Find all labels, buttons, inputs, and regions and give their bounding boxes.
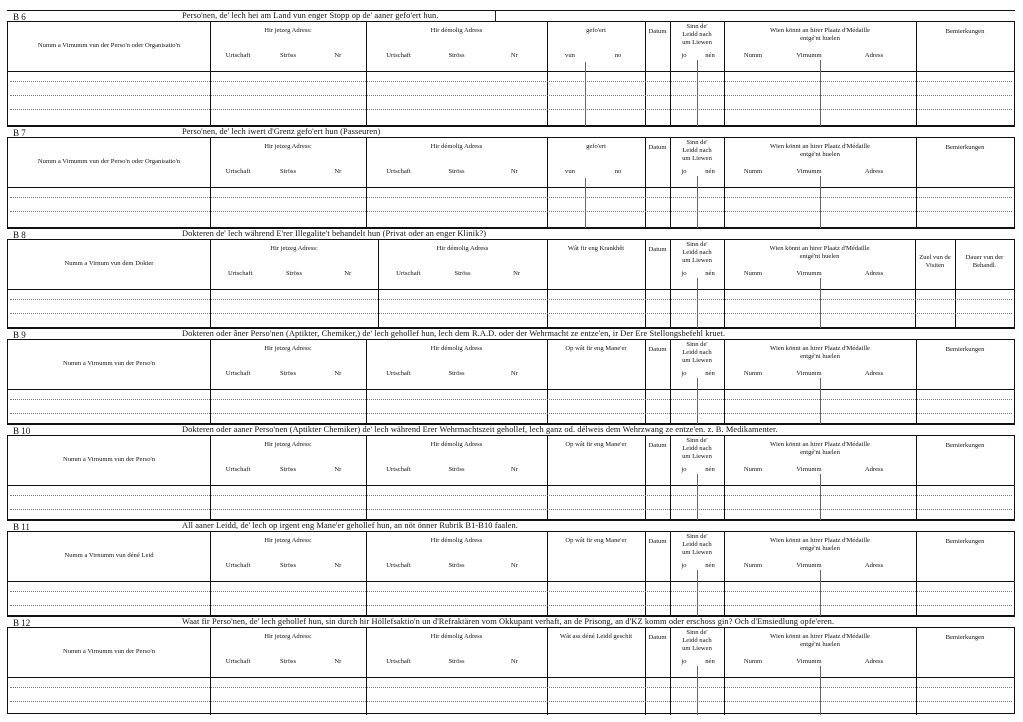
address-sub-street: Ströss: [448, 52, 465, 59]
remarks-column-header: Bemierkungen: [945, 144, 985, 151]
address-sub-town: Urtschaft: [225, 370, 251, 377]
entry-row-line[interactable]: [10, 605, 1012, 606]
address-sub-town: Urtschaft: [227, 270, 253, 277]
current-address-header: Hir jetzeg Adress:: [264, 441, 312, 448]
entry-row-line[interactable]: [10, 197, 1012, 198]
col-divider: [645, 138, 646, 229]
remarks-column-header: Bemierkungen: [945, 538, 985, 545]
third-column-header: Wât ass déné Leidd geschit: [559, 633, 633, 640]
address-sub-town: Urtschaft: [396, 270, 421, 277]
jo-nen-divider: [697, 60, 698, 127]
address-sub-town: Urtschaft: [386, 52, 411, 59]
name-column-header: Numm a Virnumm vun der Perso'n: [62, 648, 156, 655]
current-address-header: Hir jetzeg Adress:: [264, 27, 312, 34]
medal-header-line: entgé'nt huelen: [800, 353, 840, 360]
name-column-header: Numm a Virnumm vun der Perso'n oder Organisatio'n: [37, 42, 181, 49]
medal-sub-divider: [820, 176, 821, 229]
third-column-header: gefo'ert: [586, 27, 606, 34]
remarks-column-header: Bemierkungen: [945, 346, 985, 353]
entry-row-line[interactable]: [10, 413, 1012, 414]
col-divider: [210, 138, 211, 229]
medal-sub-name: Numm: [743, 658, 763, 665]
medal-sub-name: Numm: [743, 52, 763, 59]
alive-header-line: Sinn de': [686, 341, 708, 348]
address-sub-town: Urtschaft: [386, 658, 411, 665]
address-sub-street: Ströss: [448, 658, 465, 665]
medal-sub-divider: [820, 666, 821, 715]
address-sub-number: Nr: [334, 52, 342, 59]
alive-header-line: Sinn de': [686, 139, 708, 146]
address-sub-number: Nr: [510, 562, 518, 569]
medal-header-line: entgé'nt huelen: [800, 641, 840, 648]
entry-row-line[interactable]: [10, 701, 1012, 702]
date-column-header: Datum: [648, 246, 667, 253]
address-sub-town: Urtschaft: [225, 466, 251, 473]
medal-header-line: entgé'nt huelen: [800, 545, 840, 552]
alive-yes-header: jo: [681, 466, 687, 473]
alive-header-line: Leidd nach: [682, 349, 712, 356]
medal-header-line: Wien könnt an hirer Plaatz d'Médaille: [770, 345, 870, 352]
previous-address-header: Hir démolig Adress: [430, 441, 483, 448]
header-divider: [8, 581, 1014, 582]
address-sub-street: Ströss: [448, 466, 465, 473]
col-divider: [547, 22, 548, 127]
medal-sub-name: Numm: [743, 466, 763, 473]
medal-sub-name: Numm: [743, 270, 763, 277]
third-sub-1: no: [614, 168, 622, 175]
address-sub-number: Nr: [513, 270, 521, 277]
section-b9: [7, 328, 1015, 424]
alive-no-header: nén: [705, 168, 715, 175]
medal-sub-firstname: Virnumm: [796, 52, 822, 59]
jo-nen-divider: [697, 474, 698, 521]
address-sub-town: Urtschaft: [386, 168, 411, 175]
medal-sub-divider: [820, 278, 821, 329]
date-column-header: Datum: [648, 346, 667, 353]
address-sub-street: Ströss: [285, 270, 303, 277]
alive-header-line: um Liewen: [682, 357, 712, 364]
address-sub-street: Ströss: [454, 270, 471, 277]
alive-header-line: Sinn de': [686, 241, 708, 248]
entry-row-line[interactable]: [10, 313, 1012, 314]
section-id: B 10: [13, 426, 31, 436]
address-sub-town: Urtschaft: [386, 370, 411, 377]
address-sub-number: Nr: [344, 270, 352, 277]
alive-header-line: um Liewen: [682, 155, 712, 162]
section-title: Dokteren oder aaner Perso'nen (Aptikter Chemiker) de' lech während Erer Wehrmachtszeit gehollef, lech ganz od. délweis dem Wehrzwang ze entze'en. z. B. Medikamenter.: [182, 425, 778, 434]
alive-no-header: nén: [705, 466, 715, 473]
col-divider: [916, 22, 917, 127]
medal-header-line: Wien könnt an hirer Plaatz d'Médaille: [770, 27, 870, 34]
form-page: [7, 10, 1015, 714]
address-sub-street: Ströss: [448, 370, 465, 377]
medal-header-line: entgé'nt huelen: [799, 253, 840, 260]
address-sub-street: Ströss: [279, 370, 297, 377]
alive-header-line: Sinn de': [686, 629, 708, 636]
third-sub-0: vun: [565, 52, 575, 59]
alive-yes-header: jo: [681, 168, 687, 175]
remarks-column-header: Bemierkungen: [945, 442, 985, 449]
third-column-header: Wât fir eng Krankhêt: [567, 245, 625, 252]
current-address-header: Hir jetzeg Adress:: [270, 245, 318, 252]
date-column-header: Datum: [648, 28, 667, 35]
entry-row-line[interactable]: [10, 687, 1012, 688]
entry-row-line[interactable]: [10, 495, 1012, 496]
alive-yes-header: jo: [681, 270, 687, 277]
address-sub-street: Ströss: [448, 562, 465, 569]
section-id: B 9: [13, 330, 26, 340]
medal-header-line: Wien könnt an hirer Plaatz d'Médaille: [770, 537, 870, 544]
medal-sub-firstname: Virnumm: [796, 466, 822, 473]
address-sub-number: Nr: [510, 370, 518, 377]
medal-sub-name: Numm: [743, 168, 763, 175]
section-table: [7, 435, 1015, 520]
section-id: B 12: [13, 618, 31, 628]
medal-header-line: Wien könnt an hirer Plaatz d'Médaille: [770, 143, 870, 150]
section-id: B 6: [13, 12, 26, 22]
col-divider: [378, 240, 379, 329]
alive-header-line: um Liewen: [682, 645, 712, 652]
section-b8: [7, 228, 1015, 328]
previous-address-header: Hir démolig Adress: [430, 143, 483, 150]
section-b12: [7, 616, 1015, 714]
alive-header-line: Leidd nach: [682, 445, 712, 452]
current-address-header: Hir jetzeg Adress:: [264, 537, 312, 544]
date-column-header: Datum: [648, 144, 667, 151]
name-column-header: Numm a Virnumm vun der Perso'n: [62, 360, 156, 367]
alive-header-line: Leidd nach: [682, 541, 712, 548]
col-divider: [645, 22, 646, 127]
medal-header-line: entgé'nt huelen: [800, 449, 840, 456]
remarks-column-header: Bemierkungen: [945, 634, 985, 641]
medal-header-line: entgé'nt huelen: [800, 151, 840, 158]
section-id: B 8: [13, 230, 26, 240]
address-sub-town: Urtschaft: [225, 658, 251, 665]
section-b7: [7, 126, 1015, 228]
medal-sub-address: Adress: [864, 370, 884, 377]
jo-nen-divider: [697, 176, 698, 229]
current-address-header: Hir jetzeg Adress:: [264, 143, 312, 150]
entry-row-line[interactable]: [10, 299, 1012, 300]
section-table: [7, 531, 1015, 616]
address-sub-town: Urtschaft: [225, 168, 251, 175]
medal-header-line: Wien könnt an hirer Plaatz d'Médaille: [769, 245, 870, 252]
alive-header-line: um Liewen: [682, 39, 712, 46]
address-sub-street: Ströss: [279, 658, 297, 665]
medal-sub-address: Adress: [864, 168, 884, 175]
section-title: Dokteren oder âner Perso'nen (Aptikter, Chemiker,) de' lech gehollef hun, lech dem R.A.D. oder der Wehrmacht ze entze'en, ir Der Ere Stellongsbefehl kruet.: [182, 329, 726, 338]
alive-no-header: nén: [705, 658, 715, 665]
medal-sub-firstname: Virnumm: [796, 370, 822, 377]
address-sub-street: Ströss: [279, 466, 297, 473]
medal-header-line: Wien könnt an hirer Plaatz d'Médaille: [770, 441, 870, 448]
date-column-header: Datum: [648, 442, 667, 449]
date-column-header: Datum: [648, 538, 667, 545]
alive-header-line: Leidd nach: [682, 31, 712, 38]
address-sub-street: Ströss: [279, 168, 297, 175]
alive-header-line: um Liewen: [682, 549, 712, 556]
address-sub-number: Nr: [334, 562, 342, 569]
previous-address-header: Hir démolig Adress: [430, 633, 483, 640]
treatment-duration-header: Dauer vun der Behandl.: [965, 254, 1004, 269]
alive-header-line: Leidd nach: [682, 249, 712, 256]
previous-address-header: Hir démolig Adress: [436, 245, 489, 252]
third-column-header: Op wât fir eng Mane'er: [565, 537, 627, 544]
section-table: [7, 21, 1015, 126]
address-sub-street: Ströss: [448, 168, 465, 175]
medal-sub-name: Numm: [743, 562, 763, 569]
entry-row-line[interactable]: [10, 399, 1012, 400]
medal-sub-firstname: Virnumm: [796, 562, 822, 569]
previous-address-header: Hir démolig Adress: [430, 27, 483, 34]
alive-yes-header: jo: [681, 52, 687, 59]
section-table: [7, 137, 1015, 228]
section-table: [7, 339, 1015, 424]
third-sub-divider: [585, 178, 586, 229]
alive-header-line: Leidd nach: [682, 637, 712, 644]
alive-header-line: Sinn de': [686, 533, 708, 540]
entry-row-line[interactable]: [10, 509, 1012, 510]
third-sub-0: vun: [565, 168, 575, 175]
medal-sub-divider: [820, 378, 821, 425]
alive-header-line: Sinn de': [686, 437, 708, 444]
alive-yes-header: jo: [681, 658, 687, 665]
col-divider: [916, 138, 917, 229]
medal-sub-divider: [820, 474, 821, 521]
name-column-header: Numm a Virnumm vun déné Leid: [64, 552, 154, 559]
medal-sub-address: Adress: [864, 562, 884, 569]
alive-no-header: nén: [705, 370, 715, 377]
third-sub-1: no: [614, 52, 622, 59]
alive-no-header: nén: [705, 562, 715, 569]
section-b10: [7, 424, 1015, 520]
section-id: B 7: [13, 128, 26, 138]
section-title: Perso'nen, de' lech iwert d'Grenz gefo'ert hun (Passeuren): [182, 127, 381, 136]
medal-sub-divider: [820, 570, 821, 617]
header-divider: [8, 389, 1014, 390]
section-table: [7, 627, 1015, 714]
medal-sub-firstname: Virnumm: [796, 270, 822, 277]
entry-row-line[interactable]: [10, 211, 1012, 212]
remarks-column-header: Bemierkungen: [945, 28, 985, 35]
medal-sub-address: Adress: [864, 270, 884, 277]
address-sub-number: Nr: [510, 52, 518, 59]
address-sub-town: Urtschaft: [386, 562, 411, 569]
address-sub-town: Urtschaft: [225, 52, 251, 59]
address-sub-town: Urtschaft: [386, 466, 411, 473]
section-title: Perso'nen, de' lech hei am Land vun enger Stopp op de' aaner gefo'ert hun.: [182, 11, 439, 20]
address-sub-number: Nr: [334, 370, 342, 377]
jo-nen-divider: [697, 570, 698, 617]
address-sub-town: Urtschaft: [225, 562, 251, 569]
jo-nen-divider: [697, 666, 698, 715]
section-table: [7, 239, 1015, 328]
alive-header-line: um Liewen: [682, 453, 712, 460]
address-sub-number: Nr: [510, 658, 518, 665]
third-column-header: Op wât fir eng Mane'er: [565, 345, 627, 352]
section-b11: [7, 520, 1015, 616]
header-divider: [8, 71, 1014, 72]
date-column-header: Datum: [648, 634, 667, 641]
alive-no-header: nén: [705, 52, 715, 59]
section-b6: [7, 10, 1015, 126]
third-column-header: Op wât fir eng Mane'er: [565, 441, 627, 448]
medal-sub-firstname: Virnumm: [796, 658, 822, 665]
address-sub-number: Nr: [334, 466, 342, 473]
name-column-header: Numm a Virnum vun dem Dokter: [64, 260, 154, 267]
previous-address-header: Hir démolig Adress: [430, 537, 483, 544]
entry-row-line[interactable]: [10, 95, 1012, 96]
address-sub-street: Ströss: [279, 52, 297, 59]
section-title: Dokteren de' lech während E'rer Illegalite't behandelt hun (Privat oder an enger Klinik?): [182, 229, 487, 238]
entry-row-line[interactable]: [10, 109, 1012, 110]
header-divider: [8, 485, 1014, 486]
col-divider: [210, 240, 211, 329]
medal-header-line: entgé'nt huelen: [800, 35, 840, 42]
medal-sub-divider: [820, 60, 821, 127]
address-sub-number: Nr: [334, 168, 342, 175]
current-address-header: Hir jetzeg Adress:: [264, 345, 312, 352]
medal-header-line: Wien könnt an hirer Plaatz d'Médaille: [770, 633, 870, 640]
col-divider: [366, 138, 367, 229]
jo-nen-divider: [697, 278, 698, 329]
col-divider: [366, 22, 367, 127]
current-address-header: Hir jetzeg Adress:: [264, 633, 312, 640]
entry-row-line[interactable]: [10, 591, 1012, 592]
address-sub-number: Nr: [334, 658, 342, 665]
alive-yes-header: jo: [681, 562, 687, 569]
header-divider: [8, 289, 1014, 290]
jo-nen-divider: [697, 378, 698, 425]
alive-header-line: Sinn de': [686, 23, 708, 30]
header-divider: [8, 187, 1014, 188]
third-column-header: gefo'ert: [586, 143, 606, 150]
medal-sub-firstname: Virnumm: [796, 168, 822, 175]
visits-count-header: Zuel vun de Visiten: [919, 254, 951, 269]
entry-row-line[interactable]: [10, 81, 1012, 82]
header-divider: [8, 677, 1014, 678]
col-divider: [210, 22, 211, 127]
name-column-header: Numm a Virnumm vun der Perso'n oder Organisatio'n: [37, 158, 181, 165]
alive-header-line: um Liewen: [682, 257, 712, 264]
previous-address-header: Hir démolig Adress: [430, 345, 483, 352]
medal-sub-address: Adress: [864, 466, 884, 473]
medal-sub-address: Adress: [864, 52, 884, 59]
medal-sub-name: Numm: [743, 370, 763, 377]
name-column-header: Numm a Virnumm vun der Perso'n: [62, 456, 156, 463]
section-id: B 11: [13, 522, 30, 532]
medal-sub-address: Adress: [864, 658, 884, 665]
alive-no-header: nén: [705, 270, 715, 277]
section-title: All aaner Leidd, de' lech op irgent eng Mane'er gehollef hun, an nöt önner Rubrik B1-B10 faalen.: [182, 521, 518, 530]
alive-header-line: Leidd nach: [682, 147, 712, 154]
col-divider: [547, 240, 548, 329]
address-sub-street: Ströss: [279, 562, 297, 569]
address-sub-number: Nr: [510, 466, 518, 473]
col-divider: [547, 138, 548, 229]
section-title: Waat fir Perso'nen, de' lech gehollef hun, sin durch hir Höllefsaktio'n un d'Refraktären vom Okkupant verhaft, an de Prisong, an d'KZ komm oder erschoss gin? Och d'Emsiedlung opfe'eren.: [182, 617, 835, 626]
alive-yes-header: jo: [681, 370, 687, 377]
address-sub-number: Nr: [510, 168, 518, 175]
